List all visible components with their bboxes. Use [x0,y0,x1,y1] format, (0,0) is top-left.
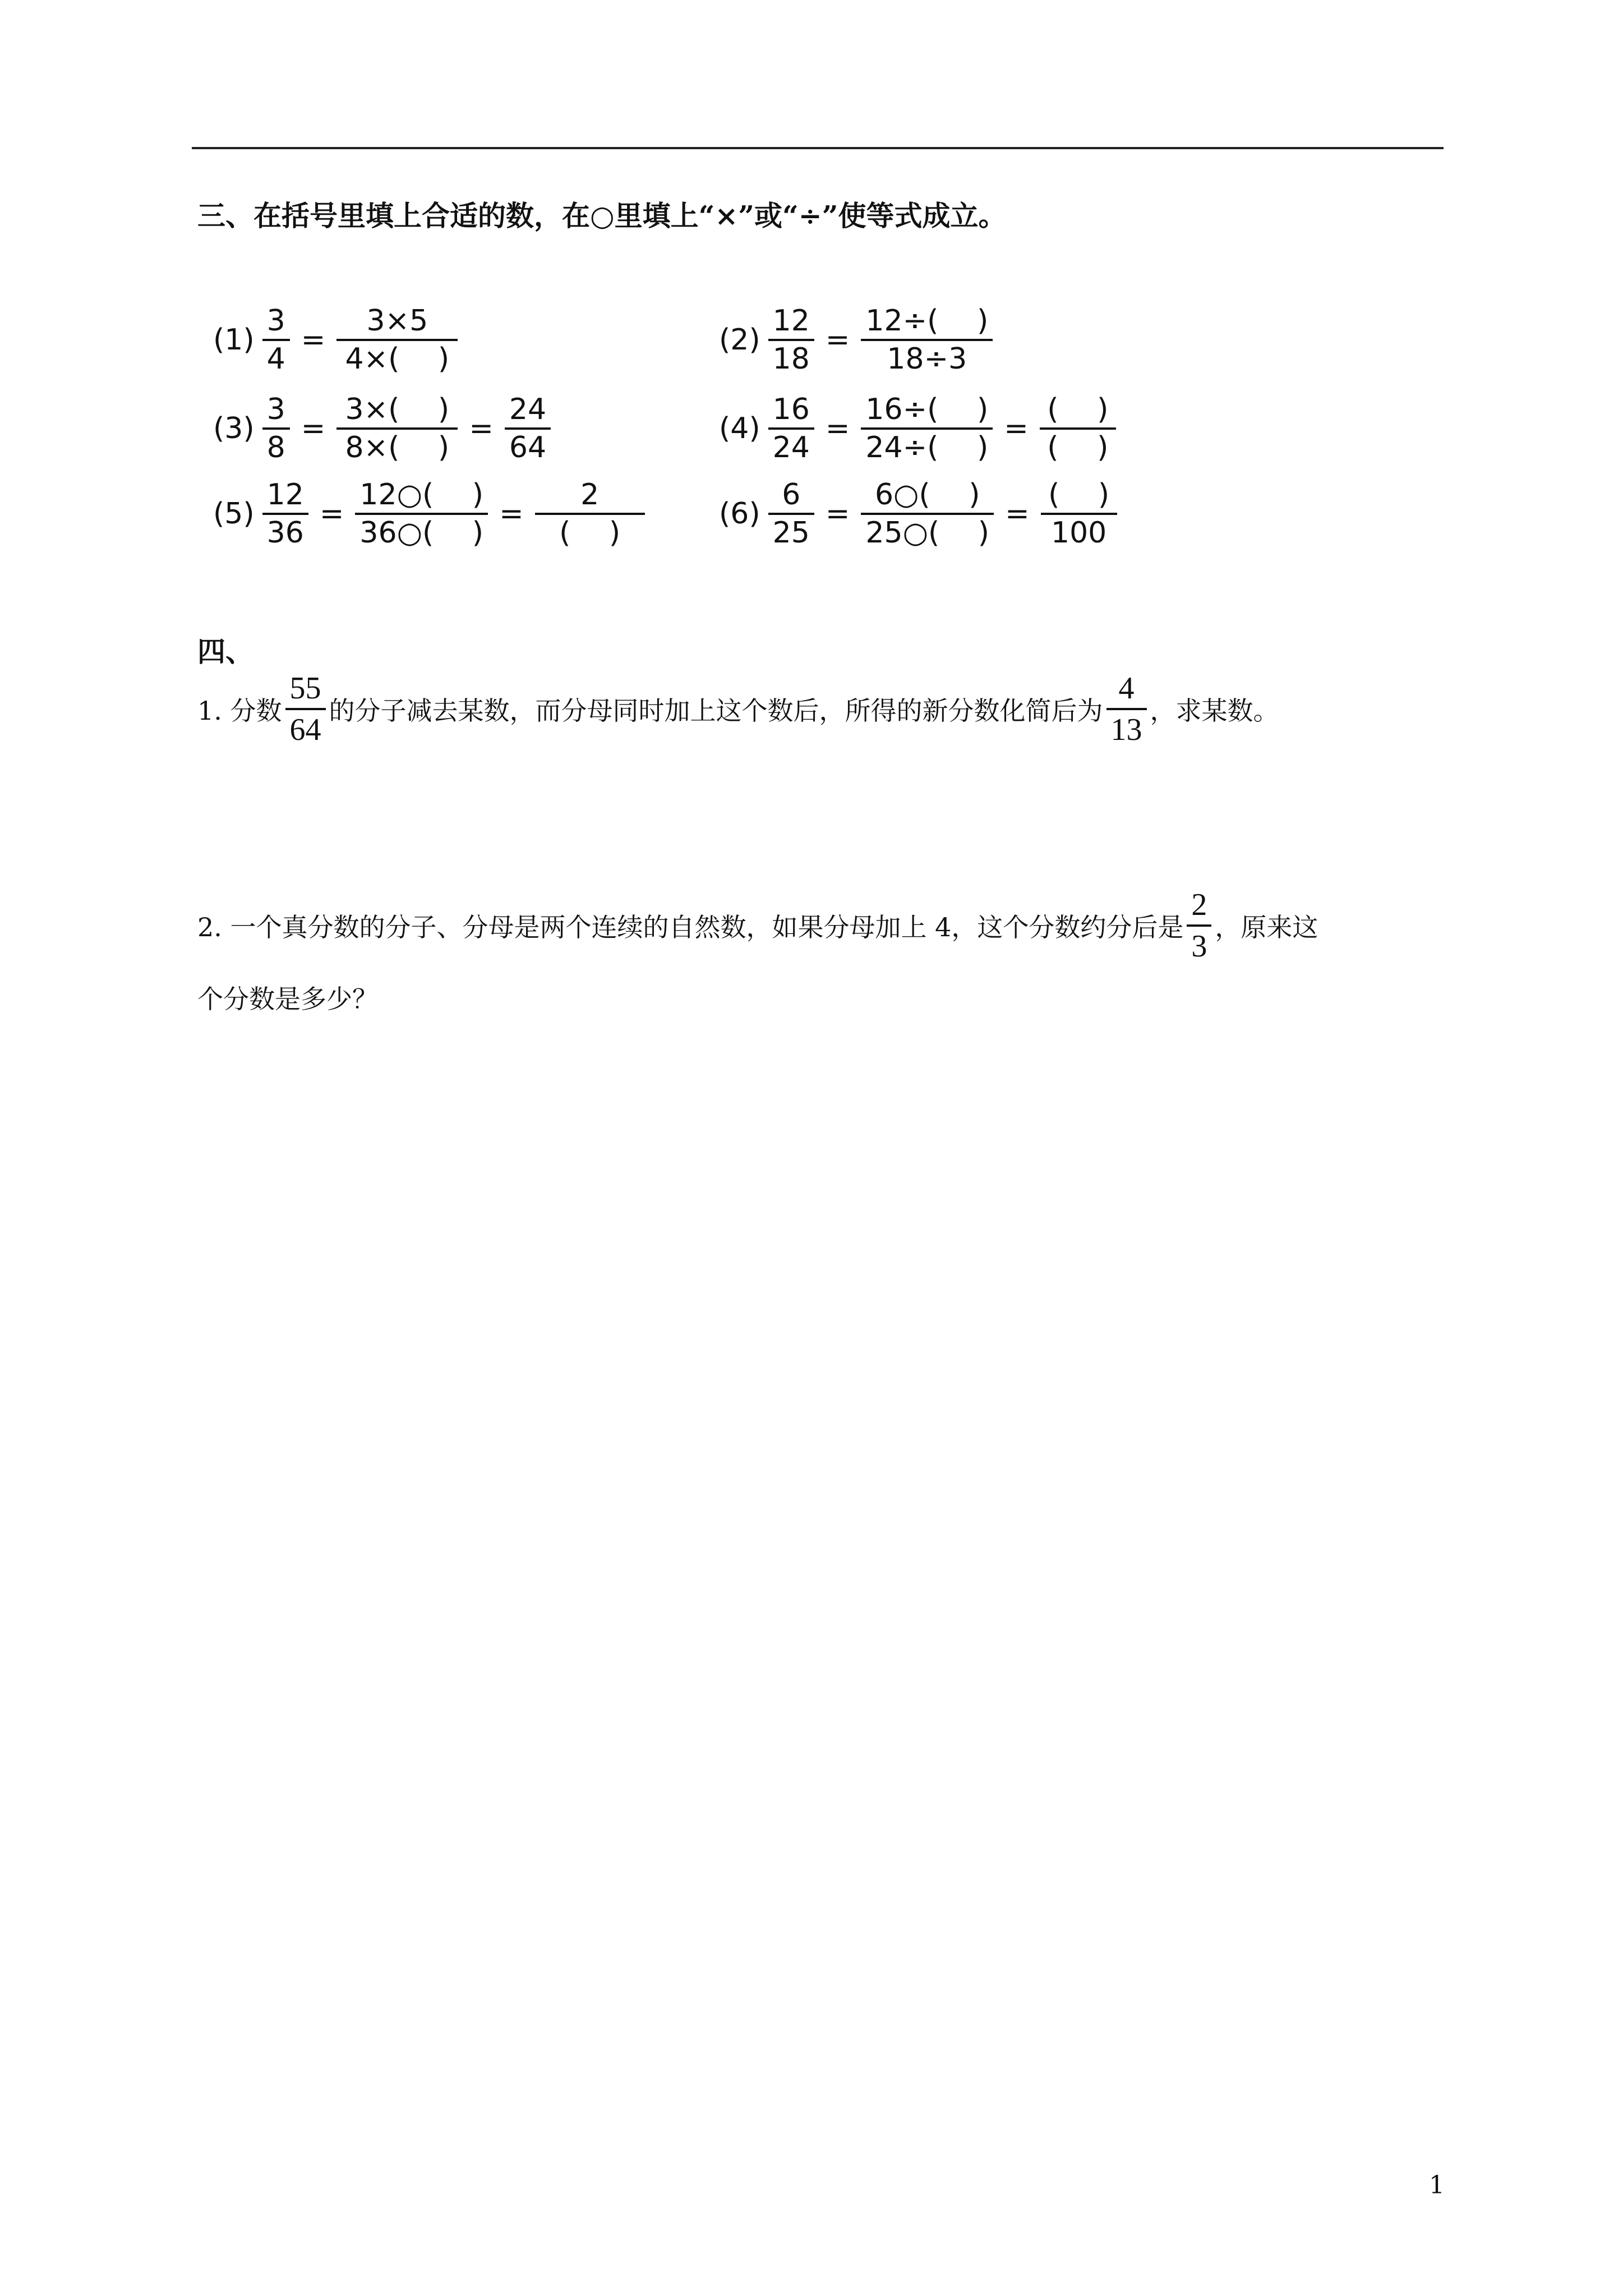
blank[interactable]: ( ) [1048,478,1110,512]
header-rule [192,147,1444,149]
exercise-4 [719,392,1119,466]
blank[interactable]: 6○( ) [874,478,980,512]
question-text: 2. 一个真分数的分子、分母是两个连续的自然数，如果分母加上 4，这个分数约分后是 [197,912,1184,942]
question-text: 1. 分数 [197,696,282,726]
fraction: $\frac{3}{8}$ [262,392,290,466]
equals-sign: = [301,412,326,445]
fraction [355,477,488,551]
blank[interactable]: 4×( ) [345,342,450,376]
equals-sign: = [319,497,344,531]
blank[interactable]: 36○( ) [359,516,484,550]
question-text: ，求某数。 [1150,696,1279,726]
equals-sign: = [825,323,850,357]
fraction: $\frac{16}{24}$ [768,392,814,466]
equals-sign: = [825,497,850,531]
fraction [861,392,993,466]
exercise-2 [719,303,996,377]
fraction: $\frac{2}{3}$ [1187,885,1211,966]
exercise-label: (3) [213,412,255,445]
fraction: $\frac{3}{4}$ [262,303,290,377]
question-text: ，原来这 [1215,912,1318,942]
fraction: $\frac{24}{64}$ [505,392,551,466]
blank[interactable]: ( ) [1047,393,1109,426]
fraction: $\frac{55}{64}$ [285,669,326,749]
fraction [336,392,458,466]
blank[interactable]: 3×( ) [345,393,450,426]
blank[interactable]: 3×5 [366,304,428,338]
fraction: $\frac{2}{( )}$ [535,477,645,551]
fraction [861,477,994,551]
equals-sign: = [469,412,494,445]
fraction: $\frac{12}{36}$ [262,477,308,551]
exercise-label: (4) [719,412,760,445]
blank[interactable]: ( ) [1047,431,1109,464]
fraction: $\frac{( )}{100}$ [1041,477,1117,551]
fraction: $\frac{4}{13}$ [1106,669,1147,749]
question-2 [197,885,1318,966]
equals-sign: = [1005,497,1030,531]
fraction: $\frac{6}{25}$ [768,477,814,551]
question-1 [197,669,1279,749]
blank[interactable]: 24÷( ) [865,431,989,464]
exercise-6 [719,477,1121,551]
blank[interactable]: 12÷( ) [865,304,989,338]
question-text: 的分子减去某数，而分母同时加上这个数后，所得的新分数化简后为 [329,696,1103,726]
exercise-3 [213,392,554,466]
blank[interactable]: 25○( ) [865,516,990,550]
blank[interactable]: 16÷( ) [865,393,989,426]
fraction [336,303,458,377]
blank[interactable]: 8×( ) [345,431,450,464]
exercise-label: (2) [719,323,760,357]
fraction [1040,392,1116,466]
exercise-5 [213,477,648,551]
blank[interactable]: ( ) [559,516,621,550]
exercise-label: (6) [719,497,760,531]
exercise-label: (5) [213,497,255,531]
equals-sign: = [825,412,850,445]
fraction: $\frac{12\div( )}{18\div 3}$ [861,303,993,377]
question-2-line-2: 个分数是多少？ [197,984,378,1014]
exercise-1 [213,303,461,377]
page-number: 1 [1429,2171,1445,2200]
blank[interactable]: 12○( ) [359,478,484,512]
section-4-title: 四、 [197,635,253,668]
equals-sign: = [1004,412,1029,445]
equals-sign: = [301,323,326,357]
equals-sign: = [499,497,524,531]
fraction: $\frac{12}{18}$ [768,303,814,377]
section-3-title: 三、在括号里填上合适的数，在○里填上“×”或“÷”使等式成立。 [197,199,1007,232]
exercise-label: (1) [213,323,255,357]
